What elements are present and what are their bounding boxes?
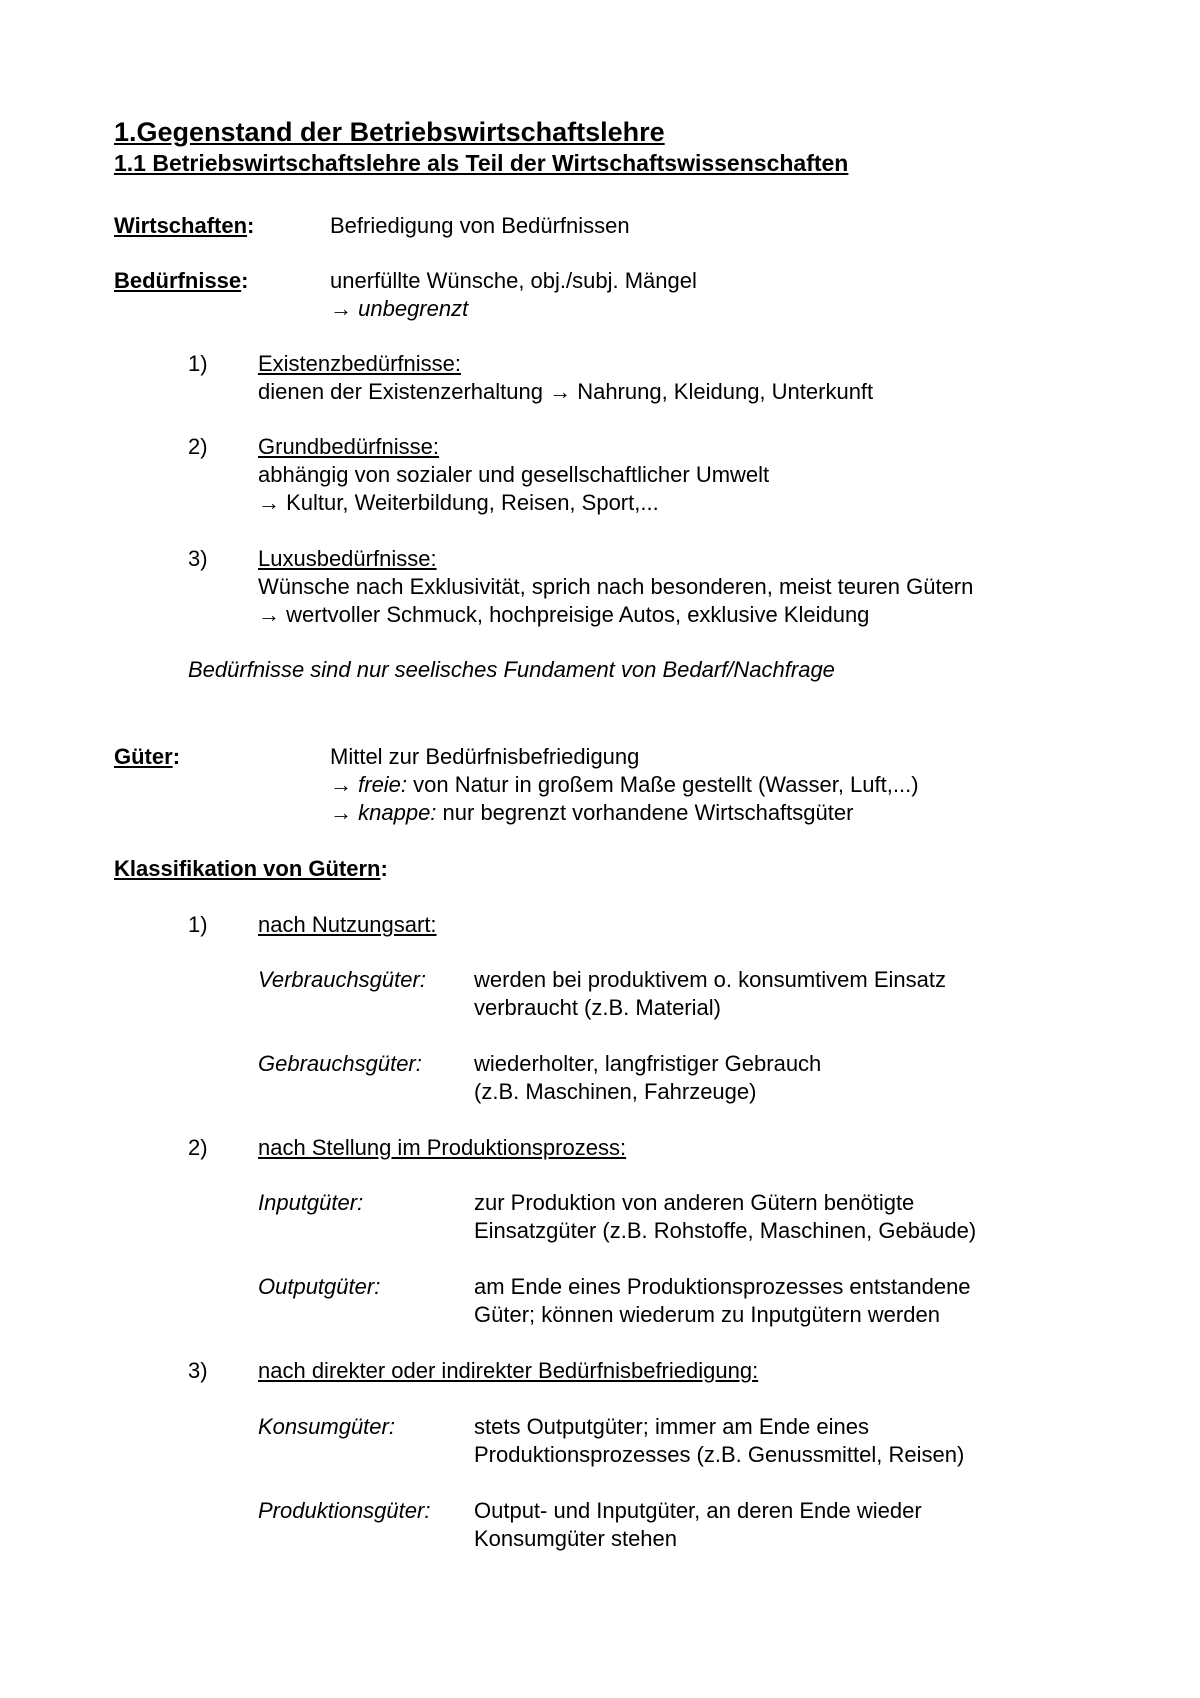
term-beduerfnisse: Bedürfnisse: xyxy=(114,268,249,293)
definition-line: Konsumgüter stehen xyxy=(474,1526,678,1551)
definition-text: Mittel zur Bedürfnisbefriedigung xyxy=(330,744,640,769)
classification-definition xyxy=(474,1273,971,1329)
arrow-icon: → xyxy=(258,602,280,627)
group-title: nach Stellung im Produktionsprozess: xyxy=(258,1135,627,1160)
beduerfnisse-summary: Bedürfnisse sind nur seelisches Fundament von Bedarf/Nachfrage xyxy=(188,657,835,682)
list-number: 1) xyxy=(188,351,208,376)
classification-term: Gebrauchsgüter: xyxy=(258,1051,422,1076)
list-number: 3) xyxy=(188,1358,208,1383)
list-number: 3) xyxy=(188,546,208,571)
group-title: nach direkter oder indirekter Bedürfnisbefriedigung: xyxy=(258,1358,759,1383)
list-item-title: Existenzbedürfnisse: xyxy=(258,351,461,376)
definition-line: stets Outputgüter; immer am Ende eines xyxy=(474,1414,869,1439)
term-gueter: Güter: xyxy=(114,744,181,769)
classification-definition xyxy=(474,1050,821,1106)
definition-line: Output- und Inputgüter, an deren Ende wieder xyxy=(474,1498,922,1523)
section-subtitle: 1.1 Betriebswirtschaftslehre als Teil der Wirtschaftswissenschaften xyxy=(114,150,849,176)
definition-line: werden bei produktivem o. konsumtivem Einsatz xyxy=(474,967,946,992)
gueter-scarce: → knappe: nur begrenzt vorhandene Wirtschaftsgüter xyxy=(330,800,854,825)
definition-gueter xyxy=(330,743,919,827)
list-number: 1) xyxy=(188,912,208,937)
definition-line: verbraucht (z.B. Material) xyxy=(474,995,721,1020)
list-item-text: → Kultur, Weiterbildung, Reisen, Sport,... xyxy=(258,490,659,515)
classification-definition xyxy=(474,1413,964,1469)
definition-beduerfnisse: unerfüllte Wünsche, obj./subj. Mängel xyxy=(330,268,697,293)
classification-term: Inputgüter: xyxy=(258,1190,364,1215)
definition-line: Einsatzgüter (z.B. Rohstoffe, Maschinen, Gebäude) xyxy=(474,1218,977,1243)
beduerfnisse-note: → unbegrenzt xyxy=(330,296,469,321)
classification-term: Produktionsgüter: xyxy=(258,1498,431,1523)
list-item-text: abhängig von sozialer und gesellschaftlicher Umwelt xyxy=(258,462,770,487)
classification-term: Verbrauchsgüter: xyxy=(258,967,426,992)
classification-definition xyxy=(474,1497,922,1553)
arrow-icon: → xyxy=(330,296,352,321)
section-heading-klassifikation: Klassifikation von Gütern: xyxy=(114,856,388,881)
definition-line: zur Produktion von anderen Gütern benötigte xyxy=(474,1190,915,1215)
classification-definition xyxy=(474,966,946,1022)
list-item xyxy=(258,433,769,517)
definition-line: am Ende eines Produktionsprozesses entstandene xyxy=(474,1274,971,1299)
arrow-icon: → xyxy=(258,490,280,515)
list-number: 2) xyxy=(188,434,208,459)
list-item-text: dienen der Existenzerhaltung → Nahrung, Kleidung, Unterkunft xyxy=(258,379,874,404)
definition-line: wiederholter, langfristiger Gebrauch xyxy=(474,1051,822,1076)
group-title: nach Nutzungsart: xyxy=(258,912,437,937)
arrow-icon: → xyxy=(330,772,352,797)
list-number: 2) xyxy=(188,1135,208,1160)
list-item-title: Luxusbedürfnisse: xyxy=(258,546,437,571)
definition-wirtschaften: Befriedigung von Bedürfnissen xyxy=(330,213,630,238)
classification-term: Outputgüter: xyxy=(258,1274,381,1299)
definition-line: Produktionsprozesses (z.B. Genussmittel, Reisen) xyxy=(474,1442,965,1467)
list-item-text: → wertvoller Schmuck, hochpreisige Autos, exklusive Kleidung xyxy=(258,602,870,627)
list-item xyxy=(258,350,873,406)
classification-term: Konsumgüter: xyxy=(258,1414,395,1439)
gueter-free: → freie: von Natur in großem Maße gestellt (Wasser, Luft,...) xyxy=(330,772,919,797)
definition-line: Güter; können wiederum zu Inputgütern werden xyxy=(474,1302,940,1327)
definition-line: (z.B. Maschinen, Fahrzeuge) xyxy=(474,1079,757,1104)
list-item xyxy=(258,545,973,629)
list-item-title: Grundbedürfnisse: xyxy=(258,434,439,459)
arrow-icon: → xyxy=(330,800,352,825)
classification-definition xyxy=(474,1189,976,1245)
term-wirtschaften: Wirtschaften: xyxy=(114,213,255,238)
list-item-text: Wünsche nach Exklusivität, sprich nach besonderen, meist teuren Gütern xyxy=(258,574,974,599)
page-title: 1.Gegenstand der Betriebswirtschaftslehre xyxy=(114,117,665,147)
